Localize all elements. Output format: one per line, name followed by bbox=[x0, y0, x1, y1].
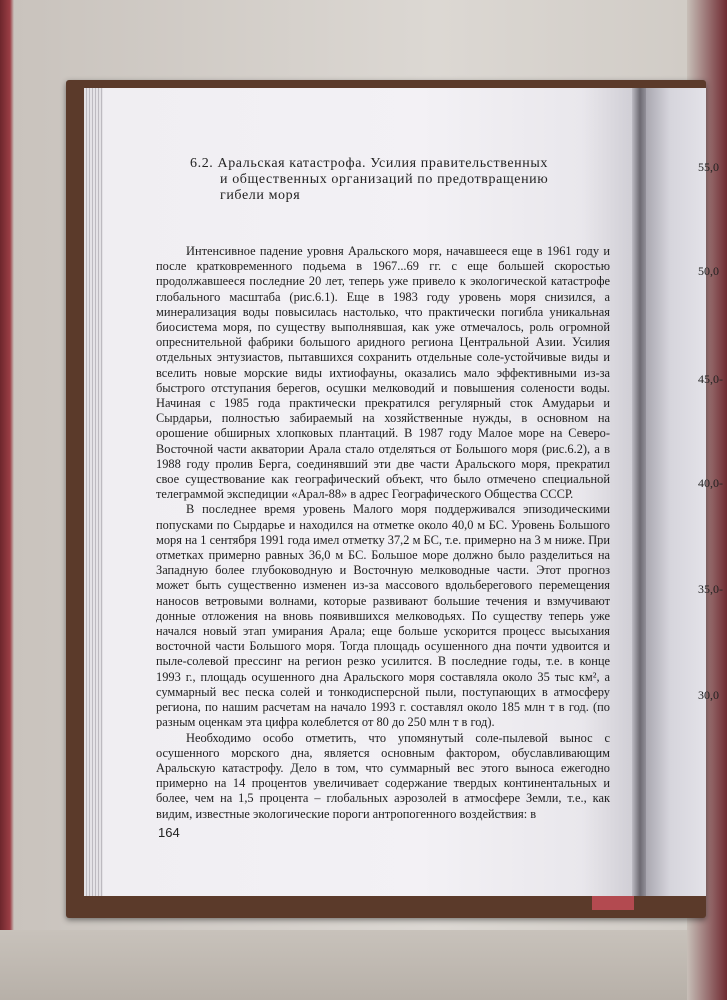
facing-page-tick: 50,0 bbox=[698, 264, 719, 278]
paragraph: Необходимо особо отметить, что упомянутый соле-пылевой вынос с осушенного морского дна, является основным фактором, обуславливающим Аральскую катастрофу. Дело в том, что суммарный вес этого выноса ежегодно примерно на 14 процентов увеличивает содержание твердых континентальных и более, чем на 1,5 процента – глобальных аэрозолей в атмосфере Земли, т.е., как видим, известные экологические пороги антропогенного воздействия: в bbox=[156, 730, 610, 821]
heading-line-2: и общественных организаций по предотвращению bbox=[220, 172, 549, 187]
body-text bbox=[156, 244, 610, 822]
heading-line-1: 6.2. Аральская катастрофа. Усилия правительственных bbox=[190, 156, 548, 171]
page-number: 164 bbox=[158, 825, 180, 840]
facing-page-tick: 30,0 bbox=[698, 688, 719, 702]
facing-page-tick: 55,0 bbox=[698, 160, 719, 174]
facing-page-tick: 45,0- bbox=[698, 372, 723, 386]
scan-surface bbox=[0, 930, 727, 1000]
facing-page bbox=[646, 88, 706, 896]
paragraph: Интенсивное падение уровня Аральского моря, начавшееся еще в 1961 году и после кратковременного подьема в 1967...69 гг. с еще большей скоростью продолжавшееся последние 20 лет, теперь уже привело к экологической катастрофе глобального масштаба (рис.6.1). Еще в 1983 году уровень моря снизился, а минерализация воды повысилась настолько, что практически погибла уникальная биосистема моря, по существу выполнявшая, как уже отмечалось, роль огромной опреснительной фабрики большого аридного региона Центральной Азии. Усилия отдельных энтузиастов, пытавшихся сохранить отдельные соле-устойчивые виды и вселить новые морские виды ихтиофауны, оказались мало эффективными из-за быстрого отступания берегов, осушки мелководий и повышения солености воды. Начиная с 1985 года практически прекратился регулярный сток Амударьи и Сырдарьи, полностью забираемый на хозяйственные нужды, в основном на орошение обширных хлопковых плантаций. В 1987 году Малое море на Северо-Восточной части акватории Арала стало отделяться от Большого моря (рис.6.2), а в 1988 году пролив Берга, соединявший эти две части Аральского моря, прекратил свое существование как географический объект, что было отмечено специальной телеграммой экспедиции «Арал-88» в адрес Географического Общества СССР. bbox=[156, 244, 610, 502]
facing-page-tick: 35,0- bbox=[698, 582, 723, 596]
facing-page-tick: 40,0- bbox=[698, 476, 723, 490]
section-heading bbox=[190, 156, 630, 204]
heading-line-3: гибели моря bbox=[220, 188, 301, 203]
paragraph: В последнее время уровень Малого моря поддерживался эпизодическими попусками по Сырдарье и находился на отметке около 40,0 м БС. Уровень Большого моря на 1 сентября 1991 года имел отметку 37,2 м БС, т.е. примерно на 3 м ниже. При отметках примерно равных 36,0 м БС. Большое море должно было разделиться на Западную более глубоководную и Восточную мелководные части. Этот прогноз может быть существенно изменен из-за массового вдольберегового перемещения наносов ветровыми волнами, которые развивают большие течения и взмучивают донные отложения на вновь появившихся мелководьях. По существу теперь уже начался новый этап умирания Арала; еще больше ускорится процесс высыхания восточной части Большого моря. Тогда площадь осушенного дна почти удвоится и пыле-солевой прессинг на регион резко усилится. В последние годы, т.е. в конце 1993 г., площадь осушенного дна Аральского моря составляла около 35 тыс км², а суммарный вес песка солей и тонкодисперсной пыли, поступающих в атмосферу региона, по нашим расчетам на начало 1993 г. составлял около 185 млн т в год. (по разным оценкам эта цифра колеблется от 80 до 250 млн т в год). bbox=[156, 502, 610, 730]
bookmark-ribbon bbox=[592, 896, 634, 910]
